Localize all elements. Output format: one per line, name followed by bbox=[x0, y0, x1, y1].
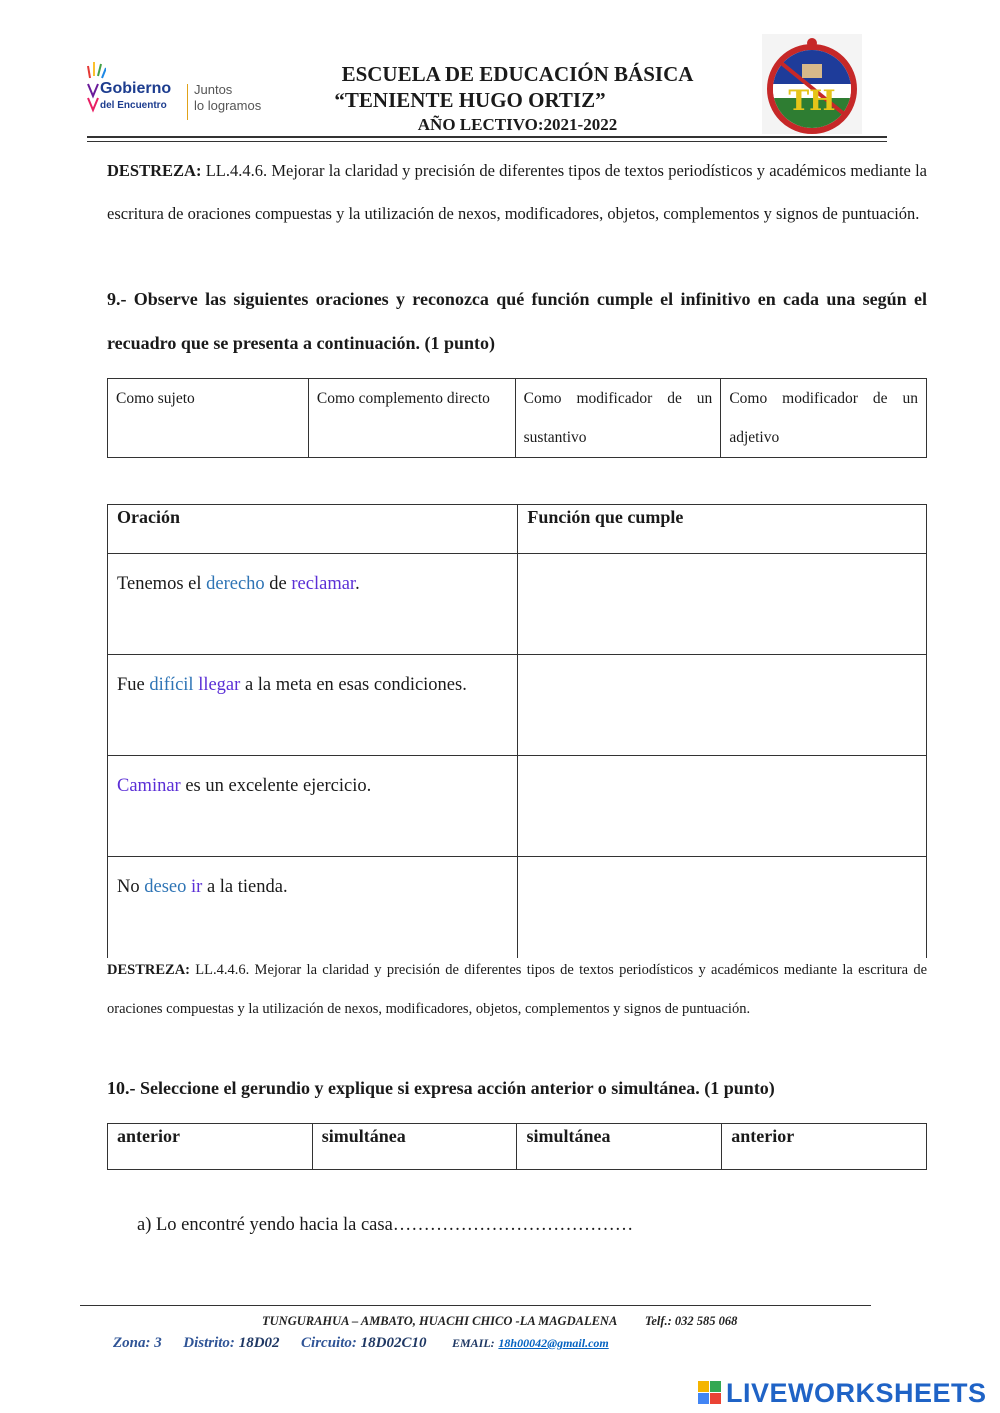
footer-zona: Zona: 3 bbox=[113, 1335, 162, 1351]
footer-location: TUNGURAHUA – AMBATO, HUACHI CHICO -LA MAGDALENA bbox=[262, 1314, 617, 1328]
destreza-text: LL.4.4.6. Mejorar la claridad y precisión de diferentes tipos de textos periodísticos y académicos mediante la escritura de oraciones compuestas y la utilización de nexos, modificadores, objetos, complementos y signos de puntuación. bbox=[107, 161, 928, 223]
sentence-cell: Tenemos el derecho de reclamar. bbox=[108, 554, 518, 655]
answer-dropzone[interactable] bbox=[518, 857, 927, 958]
gobierno-logo bbox=[86, 58, 266, 122]
sentence-cell: Caminar es un excelente ejercicio. bbox=[108, 756, 518, 857]
encuentro-word: del Encuentro bbox=[100, 100, 167, 111]
lw-square-icon bbox=[698, 1381, 709, 1392]
school-emblem-icon bbox=[762, 34, 862, 134]
lw-square-icon bbox=[710, 1393, 721, 1404]
table-row bbox=[108, 857, 927, 958]
footer-email-label: EMAIL: bbox=[451, 1336, 495, 1350]
gobierno-word: Gobierno bbox=[100, 80, 172, 97]
table-row bbox=[108, 655, 927, 756]
footer-distrito: 18D02 bbox=[238, 1335, 280, 1351]
lw-square-icon bbox=[710, 1381, 721, 1392]
answer-option[interactable]: anterior bbox=[108, 1124, 313, 1170]
answer-dropzone[interactable] bbox=[518, 554, 927, 655]
question-9: 9.- Observe las siguientes oraciones y reconozca qué función cumple el infinitivo en cada una según el recuadro que se presenta a continuación. (1 punto) bbox=[107, 289, 927, 353]
highlight-word: difícil bbox=[149, 675, 194, 695]
slogan-line2: lo logramos bbox=[194, 98, 262, 113]
answer-option[interactable]: simultánea bbox=[517, 1124, 722, 1170]
destreza-label: DESTREZA: bbox=[107, 962, 190, 978]
infinitive-word: Caminar bbox=[117, 776, 181, 796]
header-rule-bottom bbox=[87, 141, 887, 142]
sentence-cell: No deseo ir a la tienda. bbox=[108, 857, 518, 958]
answer-options-table bbox=[107, 1123, 927, 1170]
column-header-oracion: Oración bbox=[108, 505, 518, 554]
sentence-table bbox=[107, 504, 927, 958]
answer-dropzone[interactable] bbox=[518, 756, 927, 857]
gobierno-v-icon bbox=[86, 80, 100, 120]
infinitive-word: reclamar bbox=[291, 574, 356, 594]
lw-square-icon bbox=[698, 1393, 709, 1404]
footer-circuito: 18D02C10 bbox=[360, 1335, 427, 1351]
footer-address bbox=[262, 1314, 737, 1329]
footer-phone: Telf.: 032 585 068 bbox=[644, 1314, 738, 1328]
option-cell: Como complemento directo bbox=[308, 379, 515, 458]
options-table bbox=[107, 378, 927, 458]
highlight-word: derecho bbox=[206, 574, 265, 594]
school-year: AÑO LECTIVO:2021-2022 bbox=[417, 115, 618, 134]
destreza-paragraph-1 bbox=[107, 149, 927, 235]
header-rule-top bbox=[87, 136, 887, 138]
option-cell: Como modificador de un sustantivo bbox=[515, 379, 721, 458]
lw-wordmark: LIVEWORKSHEETS bbox=[726, 1378, 987, 1408]
footer-distrito-label: Distrito: bbox=[183, 1335, 235, 1351]
question-10: 10.- Seleccione el gerundio y explique si expresa acción anterior o simultánea. (1 punto) bbox=[107, 1078, 775, 1098]
school-title-line2: “TENIENTE HUGO ORTIZ” bbox=[334, 88, 606, 112]
highlight-word: deseo bbox=[144, 877, 187, 897]
table-row bbox=[108, 554, 927, 655]
sentence-cell: Fue difícil llegar a la meta en esas condiciones. bbox=[108, 655, 518, 756]
destreza-paragraph-2 bbox=[107, 951, 927, 1029]
column-header-funcion: Función que cumple bbox=[518, 505, 927, 554]
option-cell: Como modificador de un adjetivo bbox=[721, 379, 927, 458]
logo-divider bbox=[187, 84, 188, 120]
answer-option[interactable]: simultánea bbox=[312, 1124, 517, 1170]
answer-option[interactable]: anterior bbox=[722, 1124, 927, 1170]
destreza-text: LL.4.4.6. Mejorar la claridad y precisión de diferentes tipos de textos periodísticos y académicos mediante la escritura de oraciones compuestas y la utilización de nexos, modificadores, objetos, complementos y signos de puntuación. bbox=[107, 962, 928, 1017]
footer-rule bbox=[80, 1305, 871, 1306]
answer-dropzone[interactable] bbox=[518, 655, 927, 756]
infinitive-word: llegar bbox=[198, 675, 241, 695]
footer-codes bbox=[113, 1335, 609, 1352]
item-a: a) Lo encontré yendo hacia la casa………………………………… bbox=[137, 1215, 634, 1235]
table-row bbox=[108, 756, 927, 857]
footer-email-link[interactable]: 18h00042@gmail.com bbox=[498, 1336, 609, 1350]
footer-circuito-label: Circuito: bbox=[301, 1335, 357, 1351]
svg-text:TH: TH bbox=[788, 84, 836, 117]
slogan-line1: Juntos bbox=[194, 82, 233, 97]
destreza-label: DESTREZA: bbox=[107, 161, 202, 180]
school-title-line1: ESCUELA DE EDUCACIÓN BÁSICA bbox=[341, 62, 694, 86]
infinitive-word: ir bbox=[191, 877, 203, 897]
option-cell: Como sujeto bbox=[108, 379, 309, 458]
